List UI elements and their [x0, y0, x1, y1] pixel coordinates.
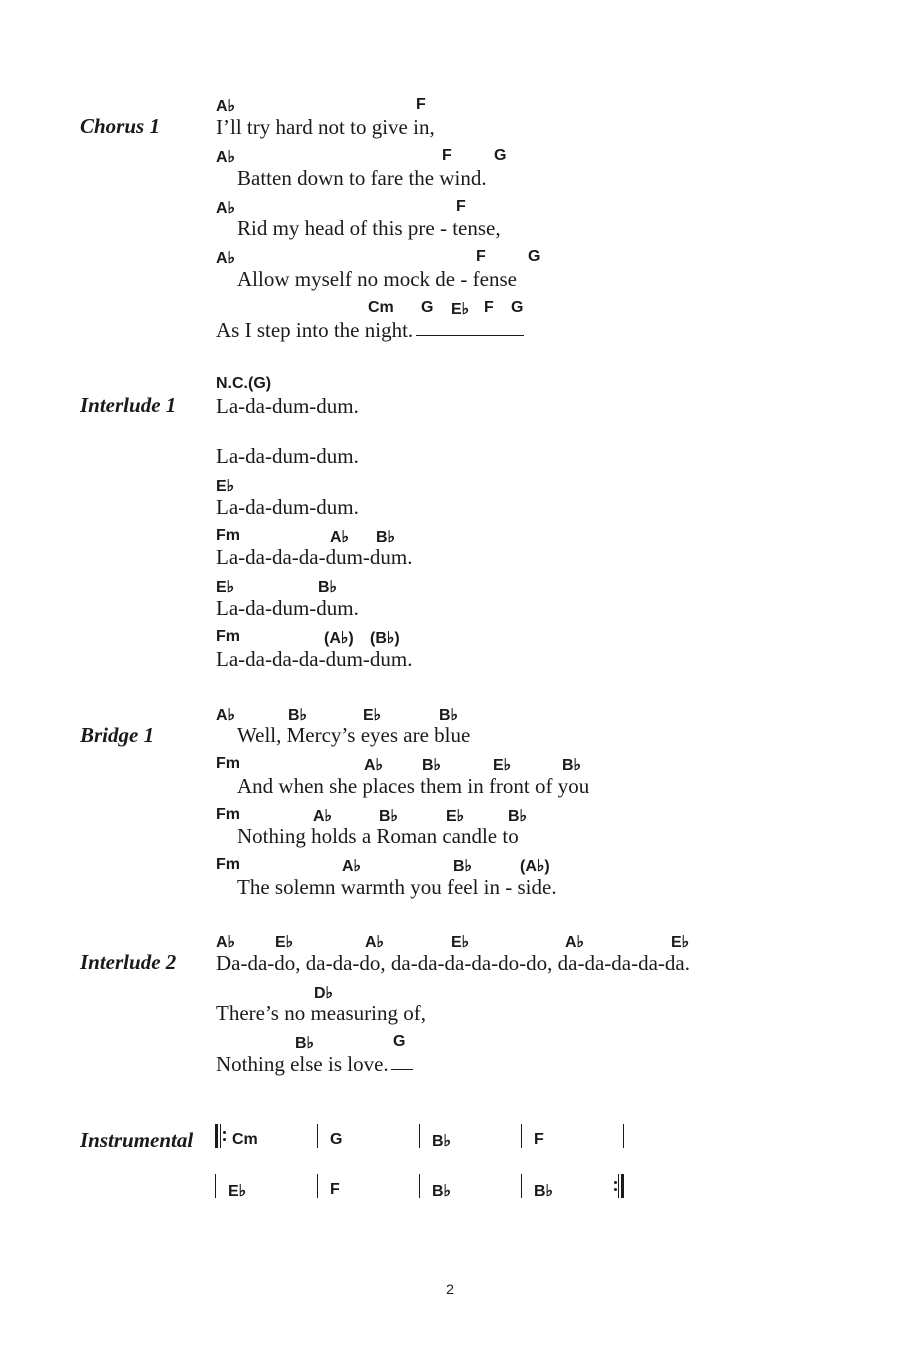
- chord: Fm: [216, 806, 240, 823]
- repeat-start-thick-bar: [215, 1124, 218, 1148]
- lyric-line: There’s no measuring of,: [216, 1001, 426, 1025]
- chord: B♭: [453, 858, 473, 875]
- chord: B♭: [508, 808, 528, 825]
- extender-line: [391, 1069, 413, 1070]
- lyric-line: Da-da-do, da-da-do, da-da-da-da-do-do, da-da-da-da-da.: [216, 951, 690, 975]
- chord: Fm: [216, 755, 240, 772]
- chord: B♭: [288, 707, 308, 724]
- chord: A♭: [216, 250, 236, 267]
- lyric-line: As I step into the night.: [216, 318, 414, 342]
- chord: N.C.(G): [216, 375, 272, 392]
- section-label-interlude-1: Interlude 1: [80, 393, 177, 417]
- lyric-line: La-da-da-da-dum-dum.: [216, 545, 413, 569]
- chord: A♭: [342, 858, 362, 875]
- chord: E♭: [216, 579, 235, 596]
- chord: B♭: [439, 707, 459, 724]
- lyric-line: I’ll try hard not to give in,: [216, 115, 435, 139]
- chord: A♭: [216, 200, 236, 217]
- chord: G: [511, 299, 524, 316]
- chord: F: [456, 198, 466, 215]
- section-label-bridge-1: Bridge 1: [80, 723, 155, 747]
- chord: B♭: [379, 808, 399, 825]
- chord: B♭: [534, 1183, 554, 1200]
- lyric-line: Rid my head of this pre - tense,: [237, 216, 501, 240]
- chord: G: [393, 1033, 406, 1050]
- repeat-start-dots: [223, 1125, 227, 1147]
- chord: B♭: [562, 757, 582, 774]
- chord: A♭: [365, 934, 385, 951]
- chord: A♭: [216, 707, 236, 724]
- chord: G: [528, 248, 541, 265]
- section-label-interlude-2: Interlude 2: [80, 950, 177, 974]
- lyric-line: Allow myself no mock de - fense: [237, 267, 517, 291]
- chord: B♭: [318, 579, 338, 596]
- chord: (B♭): [370, 630, 400, 647]
- extender-line: [416, 335, 524, 336]
- lyric-line: Nothing holds a Roman candle to: [237, 824, 519, 848]
- repeat-end-thin-bar: [618, 1174, 619, 1198]
- chord: B♭: [432, 1183, 452, 1200]
- chord: E♭: [451, 301, 470, 318]
- chord: (A♭): [520, 858, 550, 875]
- chord: E♭: [228, 1183, 247, 1200]
- chord: B♭: [376, 529, 396, 546]
- lyric-line: Nothing else is love.: [216, 1052, 389, 1076]
- chord: F: [476, 248, 486, 265]
- barline: [215, 1174, 216, 1198]
- barline: [521, 1174, 522, 1198]
- chord: A♭: [313, 808, 333, 825]
- chord: F: [442, 147, 452, 164]
- chord: Fm: [216, 628, 240, 645]
- chord: (A♭): [324, 630, 354, 647]
- lyric-line: And when she places them in front of you: [237, 774, 590, 798]
- chord: Cm: [368, 299, 394, 316]
- barline: [419, 1174, 420, 1198]
- barline: [419, 1124, 420, 1148]
- section-label-chorus-1: Chorus 1: [80, 114, 160, 138]
- chord: G: [330, 1131, 343, 1148]
- chord: E♭: [493, 757, 512, 774]
- chord: Fm: [216, 527, 240, 544]
- chord: E♭: [363, 707, 382, 724]
- chord: G: [421, 299, 434, 316]
- chord: A♭: [216, 934, 236, 951]
- lyric-line: La-da-da-da-dum-dum.: [216, 647, 413, 671]
- repeat-start-thin-bar: [220, 1124, 221, 1148]
- chord: E♭: [671, 934, 690, 951]
- repeat-end-thick-bar: [621, 1174, 624, 1198]
- chord: E♭: [451, 934, 470, 951]
- chord: A♭: [330, 529, 350, 546]
- lyric-line: La-da-dum-dum.: [216, 495, 359, 519]
- barline: [623, 1124, 624, 1148]
- chord: F: [416, 96, 426, 113]
- barline: [317, 1124, 318, 1148]
- chord: D♭: [314, 985, 334, 1002]
- chord: G: [494, 147, 507, 164]
- chord: F: [330, 1181, 340, 1198]
- chord: A♭: [364, 757, 384, 774]
- chord: B♭: [432, 1133, 452, 1150]
- lyric-line: The solemn warmth you feel in - side.: [237, 875, 557, 899]
- lyric-line: Well, Mercy’s eyes are blue: [237, 723, 471, 747]
- lyric-line: La-da-dum-dum.: [216, 394, 359, 418]
- chord: E♭: [275, 934, 294, 951]
- chord: E♭: [216, 478, 235, 495]
- lyric-line: La-da-dum-dum.: [216, 444, 359, 468]
- chord: A♭: [216, 98, 236, 115]
- barline: [317, 1174, 318, 1198]
- chord: Cm: [232, 1131, 258, 1148]
- chord: F: [534, 1131, 544, 1148]
- chord: B♭: [422, 757, 442, 774]
- chord: F: [484, 299, 494, 316]
- chord: A♭: [216, 149, 236, 166]
- page-number: 2: [446, 1281, 454, 1297]
- chord: B♭: [295, 1035, 315, 1052]
- lyric-line: La-da-dum-dum.: [216, 596, 359, 620]
- barline: [521, 1124, 522, 1148]
- chord: A♭: [565, 934, 585, 951]
- section-label-instrumental: Instrumental: [80, 1128, 194, 1152]
- chord: E♭: [446, 808, 465, 825]
- chord: Fm: [216, 856, 240, 873]
- lyric-line: Batten down to fare the wind.: [237, 166, 487, 190]
